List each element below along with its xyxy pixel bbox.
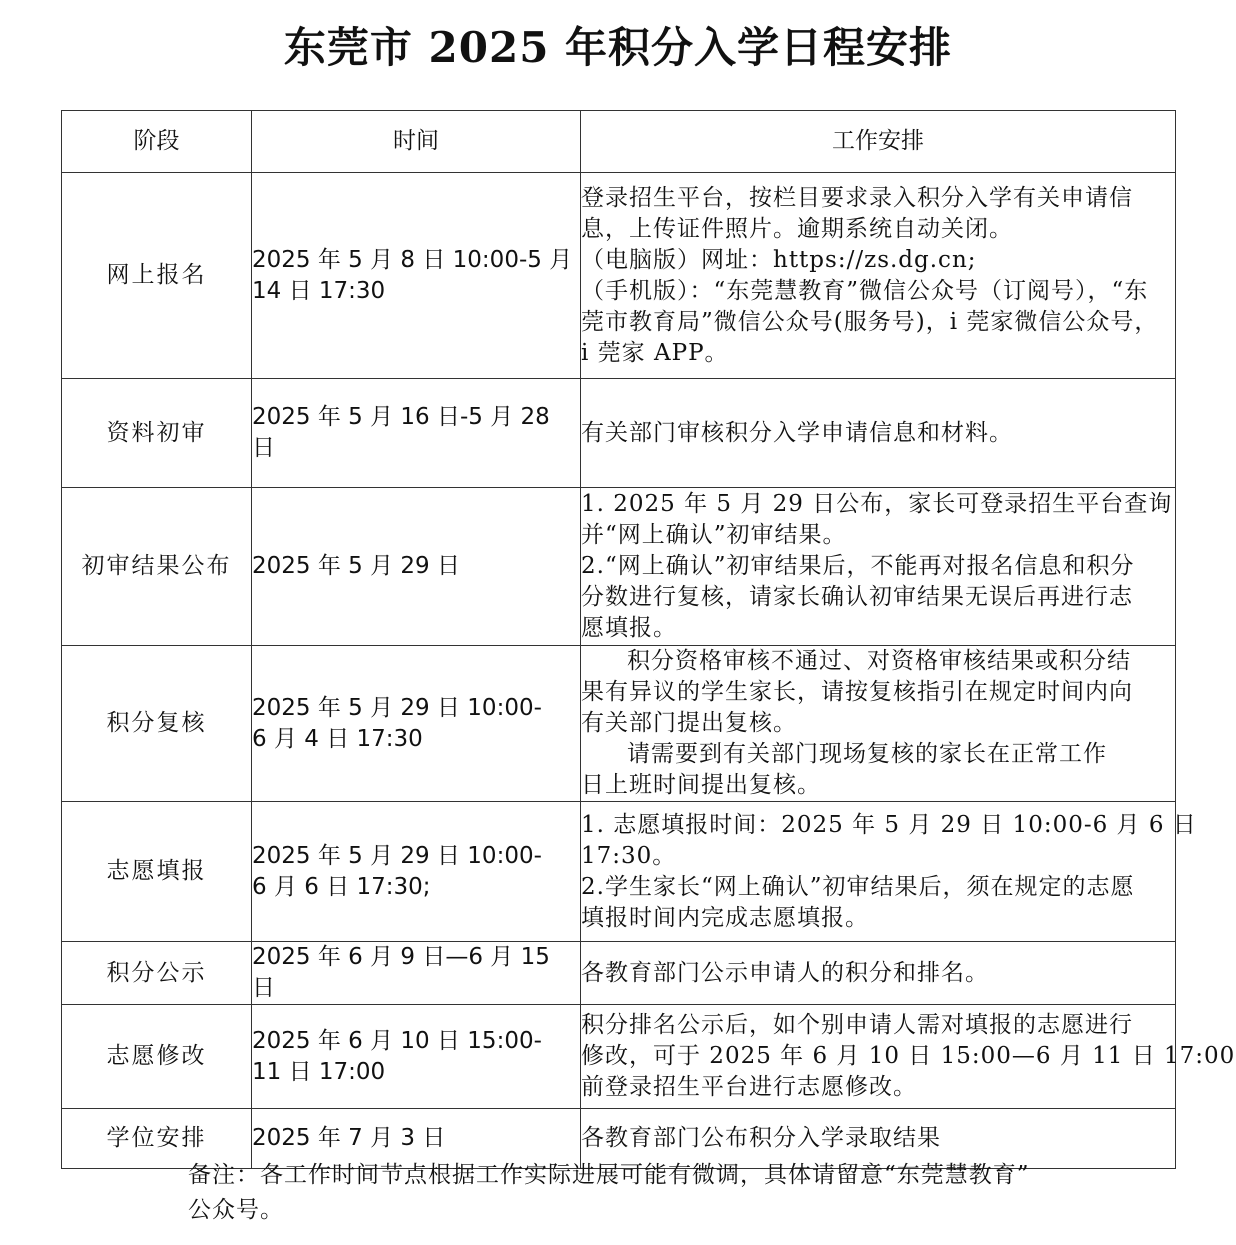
stage-cell: 资料初审 [62, 379, 252, 488]
time-line: 2025 年 5 月 29 日 10:00- [252, 842, 542, 869]
task-line: 并“网上确认”初审结果。 [581, 522, 847, 548]
task-line: （电脑版）网址：https://zs.dg.cn; [581, 246, 977, 273]
stage-cell: 志愿填报 [62, 802, 252, 942]
time-cell [252, 1005, 581, 1109]
time-line: 2025 年 5 月 29 日 [252, 553, 460, 579]
time-line: 11 日 17:00 [252, 1058, 386, 1085]
time-cell [252, 379, 581, 488]
task-line: 息，上传证件照片。逾期系统自动关闭。 [581, 215, 1013, 242]
task-line: 登录招生平台，按栏目要求录入积分入学有关申请信 [581, 184, 1133, 211]
time-line: 14 日 17:30 [252, 277, 386, 304]
task-line: 积分排名公示后，如个别申请人需对填报的志愿进行 [581, 1012, 1133, 1038]
time-line: 2025 年 5 月 29 日 10:00- [252, 694, 542, 721]
stage-cell: 学位安排 [62, 1109, 252, 1169]
table-row [62, 1005, 1176, 1109]
task-line: 日上班时间提出复核。 [581, 772, 821, 798]
table-row [62, 173, 1176, 379]
schedule-table [61, 110, 1236, 1169]
task-cell [581, 173, 1176, 379]
task-line: 前登录招生平台进行志愿修改。 [581, 1074, 917, 1100]
header-task: 工作安排 [581, 111, 1176, 173]
time-cell [252, 646, 581, 802]
task-line: 莞市教育局”微信公众号(服务号)，i 莞家微信公众号， [581, 308, 1159, 335]
page-title: 东莞市 2025 年积分入学日程安排 [283, 23, 953, 72]
time-cell [252, 173, 581, 379]
task-line: 填报时间内完成志愿填报。 [581, 904, 869, 931]
footnote [188, 1158, 1088, 1228]
task-line: 愿填报。 [581, 615, 677, 641]
footnote-line: 备注：各工作时间节点根据工作实际进展可能有微调，具体请留意“东莞慧教育” [188, 1162, 1030, 1188]
time-line: 2025 年 7 月 3 日 [252, 1125, 446, 1151]
time-cell [252, 488, 581, 646]
time-line: 6 月 4 日 17:30 [252, 725, 423, 752]
stage-cell: 初审结果公布 [62, 488, 252, 646]
header-time: 时间 [252, 111, 581, 173]
task-cell [581, 646, 1176, 802]
task-line: 1. 志愿填报时间：2025 年 5 月 29 日 10:00-6 月 6 日 [581, 811, 1197, 838]
time-line: 2025 年 6 月 9 日—6 月 15 日 [252, 944, 550, 1001]
task-line: 有关部门提出复核。 [581, 710, 797, 736]
table-row [62, 379, 1176, 488]
task-line: 各教育部门公布积分入学录取结果 [581, 1125, 941, 1151]
task-cell [581, 1005, 1236, 1109]
header-stage: 阶段 [62, 111, 252, 173]
footnote-line: 公众号。 [188, 1197, 284, 1223]
stage-cell: 积分公示 [62, 942, 252, 1005]
task-line: i 莞家 APP。 [581, 339, 729, 366]
task-line: 有关部门审核积分入学申请信息和材料。 [581, 419, 1013, 446]
task-line: （手机版）：“东莞慧教育”微信公众号（订阅号），“东 [581, 277, 1149, 304]
time-line: 6 月 6 日 17:30; [252, 873, 431, 900]
task-line: 果有异议的学生家长，请按复核指引在规定时间内向 [581, 679, 1133, 705]
task-cell [581, 802, 1197, 942]
task-line: 积分资格审核不通过、对资格审核结果或积分结 [627, 648, 1131, 674]
task-cell [581, 379, 1176, 488]
table-header-row [62, 111, 1176, 173]
time-line: 2025 年 5 月 16 日-5 月 28 日 [252, 404, 550, 461]
task-line: 1. 2025 年 5 月 29 日公布，家长可登录招生平台查询 [581, 491, 1173, 517]
table-row [62, 488, 1176, 646]
task-line: 修改，可于 2025 年 6 月 10 日 15:00—6 月 11 日 17:00 [581, 1043, 1236, 1069]
task-line: 17:30。 [581, 842, 677, 869]
task-line: 各教育部门公示申请人的积分和排名。 [581, 959, 989, 986]
time-cell [252, 942, 581, 1005]
time-cell [252, 802, 581, 942]
task-cell [581, 488, 1176, 646]
task-line: 分数进行复核，请家长确认初审结果无误后再进行志 [581, 584, 1133, 610]
stage-cell: 志愿修改 [62, 1005, 252, 1109]
table-row [62, 802, 1176, 942]
stage-cell: 网上报名 [62, 173, 252, 379]
time-line: 2025 年 6 月 10 日 15:00- [252, 1027, 542, 1054]
table-row [62, 942, 1176, 1005]
task-line: 2.“网上确认”初审结果后，不能再对报名信息和积分 [581, 553, 1135, 579]
task-line: 2.学生家长“网上确认”初审结果后，须在规定的志愿 [581, 873, 1135, 900]
task-cell [581, 942, 1176, 1005]
task-line: 请需要到有关部门现场复核的家长在正常工作 [627, 741, 1107, 767]
time-line: 2025 年 5 月 8 日 10:00-5 月 [252, 246, 573, 273]
table-row [62, 646, 1176, 802]
stage-cell: 积分复核 [62, 646, 252, 802]
